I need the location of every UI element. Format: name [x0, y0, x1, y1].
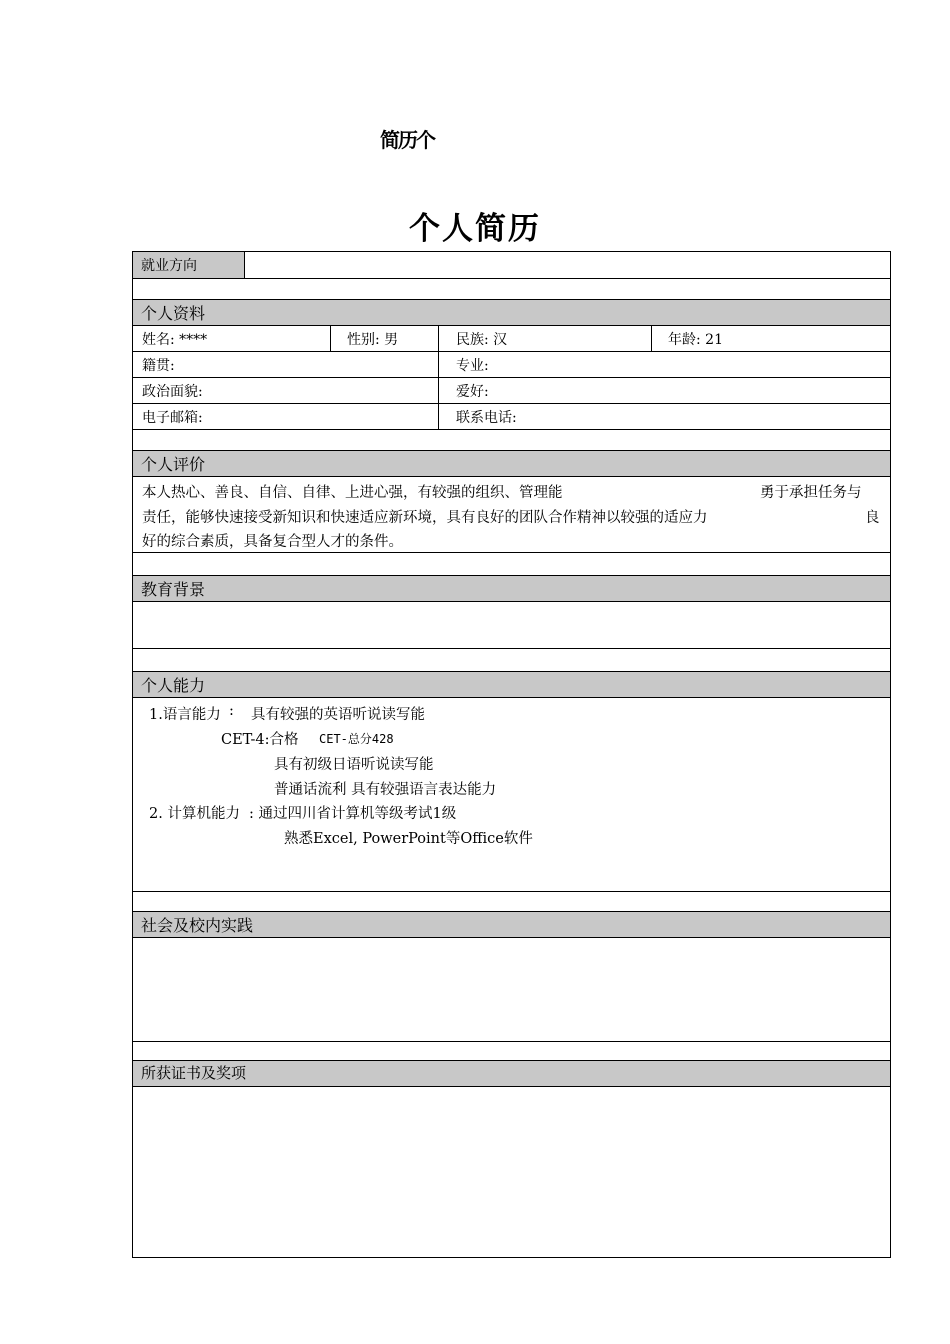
evaluation-header-label: 个人评价 [141, 455, 206, 474]
spacer-row [132, 892, 891, 912]
career-label: 就业方向 [141, 258, 197, 274]
language-colon: : [229, 703, 234, 719]
abilities-body [132, 698, 891, 892]
hobby-field: 爱好: [456, 384, 489, 400]
practice-header [132, 912, 891, 938]
evaluation-line-2b: 良 [865, 510, 880, 526]
education-header-label: 教育背景 [141, 580, 206, 599]
spacer-row [132, 1042, 891, 1061]
practice-header-label: 社会及校内实践 [141, 916, 254, 935]
office-skills: 熟悉Excel, PowerPoint等Office软件 [284, 831, 533, 847]
personal-header [132, 300, 891, 326]
major-cell [438, 352, 890, 377]
language-label: 1.语言能力 [149, 707, 221, 723]
evaluation-line-1b: 勇于承担任务与 [760, 485, 862, 501]
career-label-cell [133, 252, 245, 278]
awards-header [132, 1061, 891, 1087]
document-title-small: 简历个 [380, 128, 434, 152]
hometown-cell [133, 352, 438, 377]
spacer-row [132, 430, 891, 451]
mandarin-ability: 普通话流利 具有较强语言表达能力 [274, 782, 497, 798]
evaluation-line-3: 好的综合素质，具备复合型人才的条件。 [142, 534, 403, 550]
hometown-field: 籍贯: [142, 358, 175, 374]
practice-body [132, 938, 891, 1042]
abilities-header [132, 672, 891, 698]
email-cell [133, 404, 438, 429]
email-field: 电子邮箱: [142, 410, 203, 426]
evaluation-line-1a: 本人热心、善良、自信、自律、上进心强，有较强的组织、管理能 [142, 485, 563, 501]
hobby-cell [438, 378, 890, 403]
personal-row-2 [132, 352, 891, 378]
ethnicity-field: 民族: 汉 [456, 332, 508, 348]
evaluation-body [132, 477, 891, 553]
gender-field: 性别: 男 [347, 332, 399, 348]
abilities-header-label: 个人能力 [141, 676, 206, 695]
gender-cell [330, 326, 439, 351]
evaluation-line-2a: 责任，能够快速接受新知识和快速适应新环境，具有良好的团队合作精神以较强的适应力 [142, 510, 708, 526]
education-header [132, 576, 891, 602]
resume-table [132, 251, 891, 1259]
name-field: 姓名: **** [142, 332, 208, 348]
resume-title: 个人简历 [409, 211, 541, 247]
computer-text: : 通过四川省计算机等级考试1级 [249, 806, 457, 822]
spacer-row [132, 553, 891, 576]
spacer-row [132, 278, 891, 300]
career-row [132, 251, 891, 279]
japanese-ability: 具有初级日语听说读写能 [274, 757, 434, 773]
age-field: 年龄: 21 [668, 332, 723, 348]
phone-cell [438, 404, 890, 429]
major-field: 专业: [456, 358, 489, 374]
politics-field: 政治面貌: [142, 384, 203, 400]
evaluation-header [132, 451, 891, 477]
name-cell [133, 326, 330, 351]
personal-header-label: 个人资料 [141, 304, 206, 323]
awards-header-label: 所获证书及奖项 [141, 1064, 247, 1082]
language-text: 具有较强的英语听说读写能 [251, 707, 425, 723]
politics-cell [133, 378, 438, 403]
phone-field: 联系电话: [456, 410, 517, 426]
personal-row-3 [132, 378, 891, 404]
spacer-row [132, 649, 891, 672]
education-body [132, 602, 891, 649]
cet-score: CET-总分428 [319, 732, 394, 746]
personal-row-1 [132, 326, 891, 352]
personal-row-4 [132, 404, 891, 430]
computer-label: 2. 计算机能力 [149, 806, 240, 822]
career-value-cell[interactable] [245, 252, 889, 278]
age-cell [651, 326, 890, 351]
cet-label: CET-4:合格 [221, 732, 299, 748]
ethnicity-cell [438, 326, 651, 351]
awards-body [132, 1087, 891, 1258]
